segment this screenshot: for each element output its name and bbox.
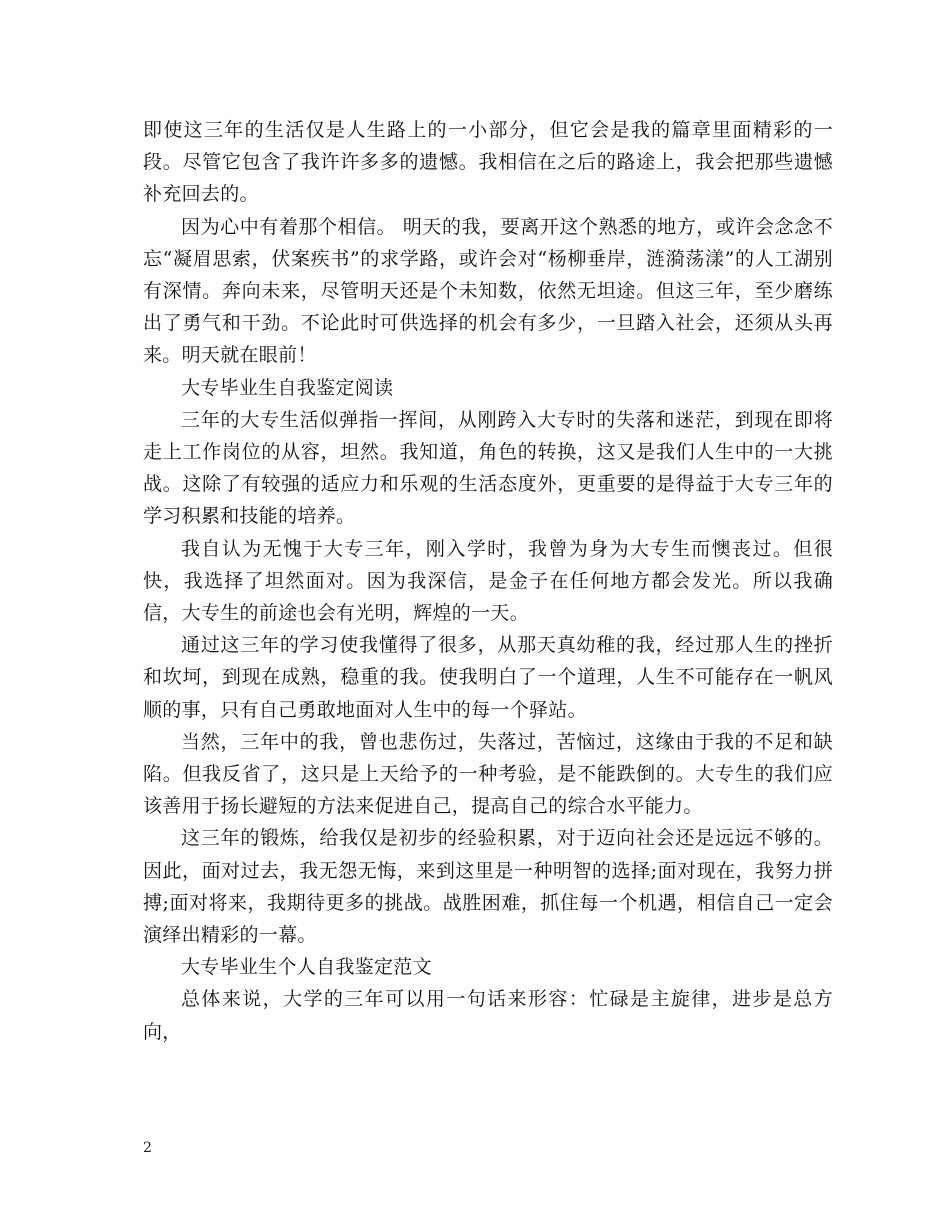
- paragraph-7: 这三年的锻炼，给我仅是初步的经验积累，对于迈向社会还是远远不够的。因此，面对过去，我无怨无悔，来到这里是一种明智的选择;面对现在，我努力拼搏;面对将来，我期待更多的挑战。战胜困难，抓住每一个机遇，相信自己一定会演绎出精彩的一幕。: [143, 827, 833, 947]
- page-number: 2: [143, 1140, 152, 1156]
- document-body: [143, 114, 833, 1048]
- paragraph-8: 总体来说，大学的三年可以用一句话来形容：忙碌是主旋律，进步是总方向，: [143, 988, 833, 1043]
- paragraph-3: 三年的大专生活似弹指一挥间，从刚跨入大专时的失落和迷茫，到现在即将走上工作岗位的从容，坦然。我知道，角色的转换，这又是我们人生中的一大挑战。这除了有较强的适应力和乐观的生活态度外，更重要的是得益于大专三年的学习积累和技能的培养。: [143, 408, 833, 528]
- section-heading-2: 大专毕业生个人自我鉴定范文: [181, 956, 432, 979]
- paragraph-1: 即使这三年的生活仅是人生路上的一小部分，但它会是我的篇章里面精彩的一段。尽管它包含了我许许多多的遗憾。我相信在之后的路途上，我会把那些遗憾补充回去的。: [143, 119, 833, 206]
- paragraph-4: 我自认为无愧于大专三年，刚入学时，我曾为身为大专生而懊丧过。但很快，我选择了坦然面对。因为我深信，是金子在任何地方都会发光。所以我确信，大专生的前途也会有光明，辉煌的一天。: [143, 537, 833, 625]
- paragraph-6: 当然，三年中的我，曾也悲伤过，失落过，苦恼过，这缘由于我的不足和缺陷。但我反省了，这只是上天给予的一种考验，是不能跌倒的。大专生的我们应该善用于扬长避短的方法来促进自己，提高自己的综合水平能力。: [143, 730, 833, 818]
- paragraph-2: 因为心中有着那个相信。 明天的我，要离开这个熟悉的地方，或许会念念不忘“凝眉思索，伏案疾书”的求学路，或许会对“杨柳垂岸，涟漪荡漾”的人工湖别有深情。奔向未来，尽管明天还是个未知数，依然无坦途。但这三年，至少磨练出了勇气和干劲。不论此时可供选择的机会有多少，一旦踏入社会，还须从头再来。明天就在眼前！: [143, 215, 833, 367]
- paragraph-5: 通过这三年的学习使我懂得了很多，从那天真幼稚的我，经过那人生的挫折和坎坷，到现在成熟，稳重的我。使我明白了一个道理，人生不可能存在一帆风顺的事，只有自己勇敢地面对人生中的每一个驿站。: [143, 634, 833, 721]
- section-heading-1: 大专毕业生自我鉴定阅读: [181, 376, 394, 399]
